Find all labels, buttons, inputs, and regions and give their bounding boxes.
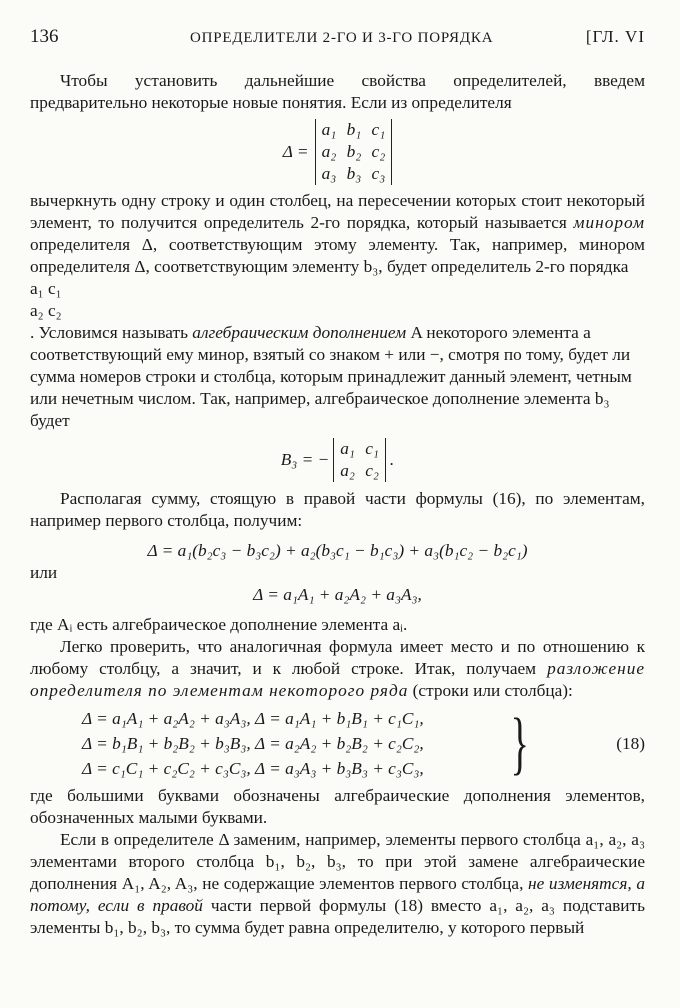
- term-minor: минором: [573, 213, 645, 232]
- matrix-row: a₂ c₂: [30, 301, 62, 320]
- equation-system-18: [82, 706, 645, 781]
- term-expansion: разложение определителя по элементам некоторого ряда: [30, 659, 646, 700]
- system-line: Δ = b₁B₁ + b₂B₂ + b₃B₃, Δ = a₂A₂ + b₂B₂ + c₂C₂,: [82, 734, 424, 753]
- matrix-row: a₂ b₂ c₂: [321, 142, 386, 161]
- determinant-3x3: [30, 119, 645, 185]
- paragraph-cofactor-note: где Aᵢ есть алгебраическое дополнение элемента aᵢ.: [30, 615, 408, 634]
- chapter-label: [ГЛ. VI: [585, 27, 645, 46]
- matrix-row: a₁ c₁: [30, 279, 62, 298]
- matrix-row: a₁ b₁ c₁: [321, 120, 386, 139]
- book-page: [30, 26, 645, 939]
- matrix-3x3: [315, 119, 393, 185]
- text-segment: определителя Δ, соответствующим этому элементу. Так, например, минором определителя Δ, соответствующим элементу b₃, будет определитель 2-го порядка: [30, 235, 645, 276]
- text-segment: Если в определителе Δ заменим, например, элементы первого столбца a₁, a₂, a₃ элементами второго столбца b₁, b₂, b₃, то при этой замене алгебраические дополнения A₁, A₂, A₃, не содержащие элементов первого столбца,: [30, 830, 645, 893]
- text-segment: . Условимся называть: [30, 323, 188, 342]
- paragraph-general-expansion: [30, 636, 645, 702]
- text-segment: Легко проверить, что аналогичная формула имеет место и по отношению к любому столбцу, а значит, и к любой строке. Итак, получаем: [30, 637, 645, 678]
- emphasis-not-change: не изменятся, а потому, если в правой: [30, 874, 645, 915]
- text-segment: вычеркнуть одну строку и один столбец, на пересечении которых стоит некоторый элемент, то получится определитель 2-го порядка, который называется: [30, 191, 645, 232]
- word-or: или: [30, 563, 58, 582]
- cofactor-b3-formula: [30, 438, 645, 482]
- formula-short: Δ = a₁A₁ + a₂A₂ + a₃A₃,: [253, 585, 422, 604]
- system-line: Δ = a₁A₁ + a₂A₂ + a₃A₃, Δ = a₁A₁ + b₁B₁ + c₁C₁,: [82, 709, 424, 728]
- matrix-row: a₁ c₁: [340, 439, 379, 458]
- term-cofactor: алгебраическим дополнением: [192, 323, 407, 342]
- paragraph-intro: Чтобы установить дальнейшие свойства определителей, введем предварительно некоторые новые понятия. Если из определителя: [30, 71, 645, 112]
- b3-lhs: B₃ = −: [280, 450, 330, 469]
- matrix-row: a₃ b₃ c₃: [321, 164, 386, 183]
- paragraph-minor-definition: [30, 190, 645, 278]
- formula-expansion: Δ = a₁(b₂c₃ − b₃c₂) + a₂(b₃c₁ − b₁c₃) + a₃(b₁c₂ − b₂c₁): [147, 541, 528, 560]
- right-brace: }: [510, 704, 530, 782]
- text-segment: (строки или столбца):: [412, 681, 573, 700]
- paragraph-replacement: [30, 829, 645, 939]
- page-number: 136: [30, 26, 59, 47]
- text-segment: части первой формулы (18) вместо a₁, a₂, a₃ подставить элементы b₁, b₂, b₃, то сумма будет равна определителю, у которого первый: [30, 896, 645, 937]
- delta-lhs: Δ =: [282, 142, 309, 161]
- b3-end: .: [389, 450, 395, 469]
- equation-number: (18): [616, 733, 645, 753]
- system-line: Δ = c₁C₁ + c₂C₂ + c₃C₃, Δ = a₃A₃ + b₃B₃ + c₃C₃,: [82, 759, 424, 778]
- system-lines: [82, 706, 424, 781]
- page-header: [30, 26, 645, 52]
- text-segment: A некоторого элемента a соответствующий ему минор, взятый со знаком + или −, смотря по тому, будет ли сумма номеров строки и столбца, которым принадлежит данный элемент, четным или нечетным числом. Так, например, алгебраическое дополнение элемента b₃ будет: [30, 323, 632, 430]
- paragraph-expansion-intro: Располагая сумму, стоящую в правой части формулы (16), по элементам, например первого столбца, получим:: [30, 489, 645, 530]
- matrix-2x2: [333, 438, 386, 482]
- running-title: ОПРЕДЕЛИТЕЛИ 2-ГО И 3-ГО ПОРЯДКА: [190, 30, 494, 46]
- matrix-row: a₂ c₂: [340, 461, 379, 480]
- paragraph-notation: где большими буквами обозначены алгебраические дополнения элементов, обозначенных малыми буквами.: [30, 786, 645, 827]
